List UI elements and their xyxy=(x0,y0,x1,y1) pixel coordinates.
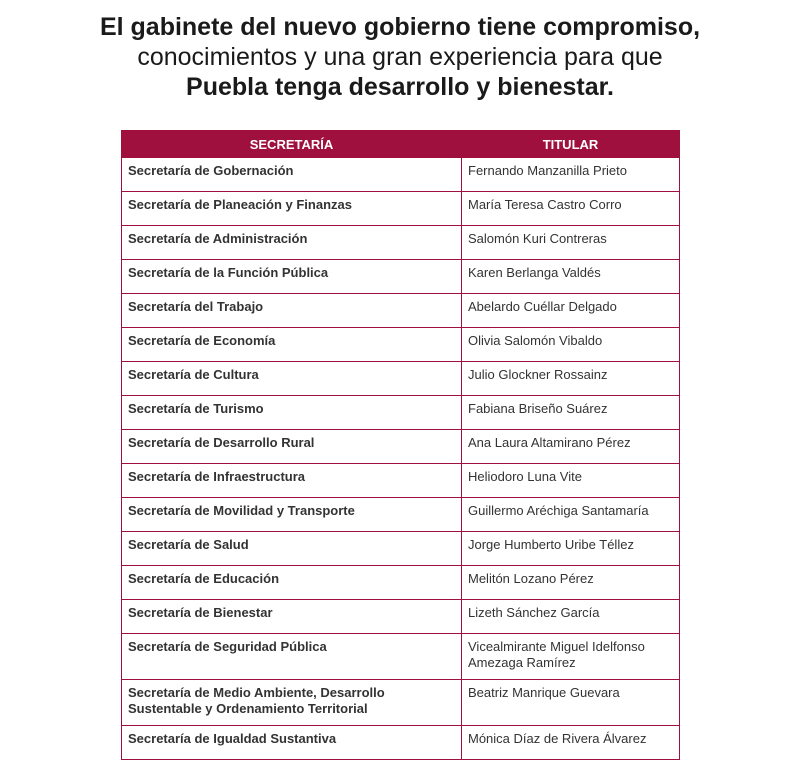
titular-cell: Vicealmirante Miguel Idelfonso Amezaga Ramírez xyxy=(462,634,680,680)
titular-cell: María Teresa Castro Corro xyxy=(462,192,680,226)
headline-line-2: conocimientos y una gran experiencia para que xyxy=(137,43,663,71)
titular-cell: Julio Glockner Rossainz xyxy=(462,362,680,396)
column-header-secretaria: SECRETARÍA xyxy=(122,131,462,158)
table-row xyxy=(122,396,680,430)
column-header-titular: TITULAR xyxy=(462,131,680,158)
table-row xyxy=(122,430,680,464)
table-row xyxy=(122,158,680,192)
titular-cell: Melitón Lozano Pérez xyxy=(462,566,680,600)
table-row xyxy=(122,600,680,634)
titular-cell: Jorge Humberto Uribe Téllez xyxy=(462,532,680,566)
secretaria-cell: Secretaría de Administración xyxy=(122,226,462,260)
secretaria-cell: Secretaría de Infraestructura xyxy=(122,464,462,498)
titular-cell: Mónica Díaz de Rivera Álvarez xyxy=(462,726,680,760)
table-row xyxy=(122,498,680,532)
table-row xyxy=(122,532,680,566)
titular-cell: Abelardo Cuéllar Delgado xyxy=(462,294,680,328)
headline xyxy=(0,12,800,102)
secretaria-cell: Secretaría de Educación xyxy=(122,566,462,600)
titular-cell: Guillermo Aréchiga Santamaría xyxy=(462,498,680,532)
table-row xyxy=(122,680,680,726)
table-row xyxy=(122,192,680,226)
table-row xyxy=(122,634,680,680)
secretaria-cell: Secretaría de Seguridad Pública xyxy=(122,634,462,680)
table-row xyxy=(122,464,680,498)
secretaria-cell: Secretaría de Medio Ambiente, Desarrollo Sustentable y Ordenamiento Territorial xyxy=(122,680,462,726)
cabinet-table xyxy=(121,130,680,760)
titular-cell: Fabiana Briseño Suárez xyxy=(462,396,680,430)
headline-line-3: Puebla tenga desarrollo y bienestar. xyxy=(186,73,614,101)
titular-cell: Olivia Salomón Vibaldo xyxy=(462,328,680,362)
titular-cell: Karen Berlanga Valdés xyxy=(462,260,680,294)
table-row xyxy=(122,328,680,362)
table-row xyxy=(122,362,680,396)
titular-cell: Lizeth Sánchez García xyxy=(462,600,680,634)
headline-line-1: El gabinete del nuevo gobierno tiene compromiso, xyxy=(99,13,701,41)
secretaria-cell: Secretaría de Igualdad Sustantiva xyxy=(122,726,462,760)
titular-cell: Fernando Manzanilla Prieto xyxy=(462,158,680,192)
table-row xyxy=(122,294,680,328)
table-row xyxy=(122,726,680,760)
secretaria-cell: Secretaría de Desarrollo Rural xyxy=(122,430,462,464)
table-header-row xyxy=(122,131,680,158)
secretaria-cell: Secretaría de Salud xyxy=(122,532,462,566)
titular-cell: Heliodoro Luna Vite xyxy=(462,464,680,498)
secretaria-cell: Secretaría del Trabajo xyxy=(122,294,462,328)
secretaria-cell: Secretaría de Cultura xyxy=(122,362,462,396)
secretaria-cell: Secretaría de Planeación y Finanzas xyxy=(122,192,462,226)
secretaria-cell: Secretaría de Economía xyxy=(122,328,462,362)
titular-cell: Ana Laura Altamirano Pérez xyxy=(462,430,680,464)
secretaria-cell: Secretaría de la Función Pública xyxy=(122,260,462,294)
titular-cell: Beatriz Manrique Guevara xyxy=(462,680,680,726)
secretaria-cell: Secretaría de Bienestar xyxy=(122,600,462,634)
table-row xyxy=(122,260,680,294)
table-row xyxy=(122,566,680,600)
secretaria-cell: Secretaría de Gobernación xyxy=(122,158,462,192)
titular-cell: Salomón Kuri Contreras xyxy=(462,226,680,260)
secretaria-cell: Secretaría de Movilidad y Transporte xyxy=(122,498,462,532)
table-row xyxy=(122,226,680,260)
secretaria-cell: Secretaría de Turismo xyxy=(122,396,462,430)
